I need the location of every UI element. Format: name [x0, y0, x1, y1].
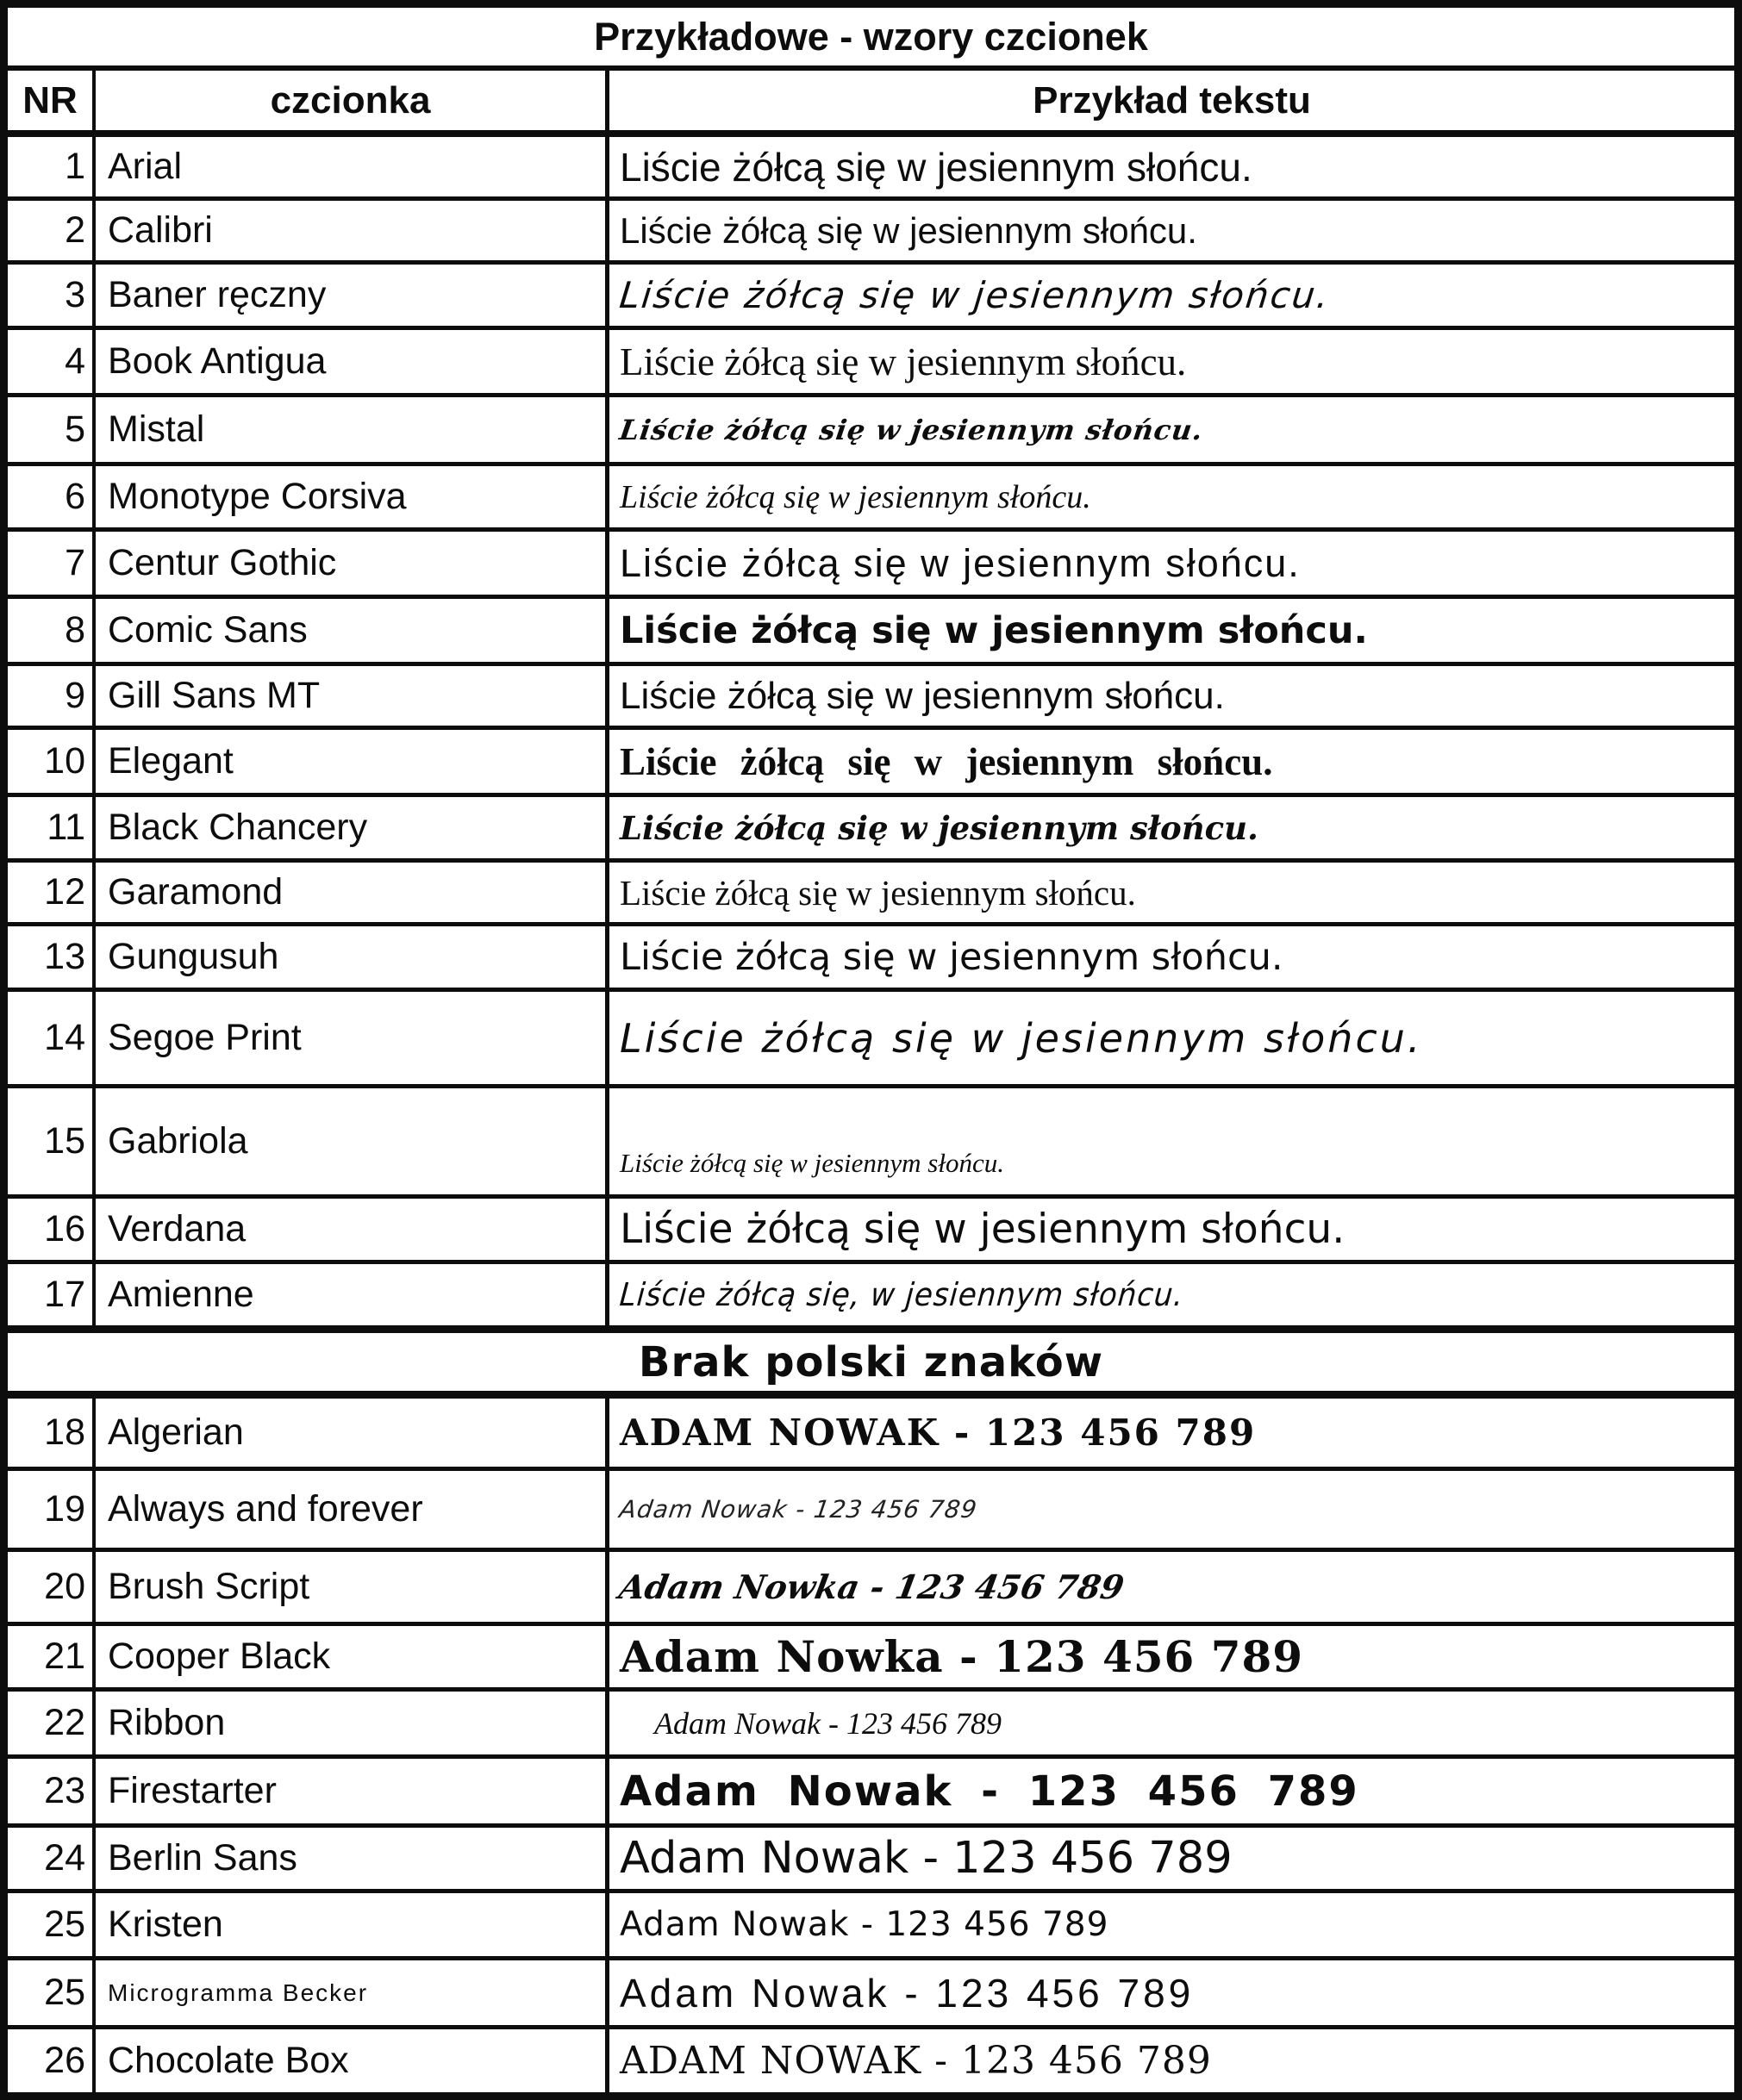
font-name-cell	[96, 532, 609, 595]
column-header-font-label: czcionka	[270, 78, 431, 122]
font-name: Monotype Corsiva	[108, 476, 407, 517]
font-row	[8, 1199, 1734, 1264]
font-name: Comic Sans	[108, 609, 308, 651]
row-number: 3	[65, 274, 85, 315]
row-number: 17	[44, 1274, 85, 1315]
row-number: 8	[65, 609, 85, 651]
row-number: 21	[44, 1636, 85, 1677]
font-name-cell	[96, 466, 609, 527]
font-row	[8, 201, 1734, 265]
font-row	[8, 1960, 1734, 2029]
sample-text: Adam Nowka - 123 456 789	[620, 1631, 1304, 1682]
font-name: Ribbon	[108, 1702, 226, 1743]
row-number-cell	[8, 1552, 96, 1622]
font-row	[8, 397, 1734, 466]
sample-text: Liście żółcą się w jesiennym słońcu.	[620, 935, 1283, 979]
section-header-row	[8, 1333, 1734, 1399]
sample-text-cell	[609, 1088, 1734, 1194]
row-number: 10	[44, 740, 85, 782]
sample-text: Adam Nowak - 123 456 789	[620, 1833, 1233, 1884]
row-number-cell	[8, 1088, 96, 1194]
font-row	[8, 1626, 1734, 1692]
font-row	[8, 1088, 1734, 1199]
font-name: Centur Gothic	[108, 542, 337, 583]
font-name-cell	[96, 397, 609, 462]
font-name: Berlin Sans	[108, 1837, 297, 1879]
font-row	[8, 466, 1734, 532]
font-rows-section-polish	[8, 137, 1734, 1333]
sample-text: Liście żółcą się w jesiennym słońcu.	[620, 872, 1136, 913]
sample-text-cell	[609, 1199, 1734, 1260]
font-row	[8, 1692, 1734, 1759]
font-name: Algerian	[108, 1411, 244, 1453]
row-number-cell	[8, 265, 96, 326]
row-number-cell	[8, 397, 96, 462]
sample-text: Liście żółcą się w jesiennym słońcu.	[620, 209, 1197, 251]
sample-text: ADAM NOWAK - 123 456 789	[620, 1411, 1257, 1454]
font-row	[8, 1828, 1734, 1893]
sample-text: Liście żółcą się w jesiennym słońcu.	[620, 808, 1258, 847]
sample-text-cell	[609, 863, 1734, 922]
row-number: 16	[44, 1208, 85, 1249]
sample-text-cell	[609, 201, 1734, 260]
font-name: Firestarter	[108, 1770, 277, 1811]
sample-text-cell	[609, 1828, 1734, 1889]
font-row	[8, 2029, 1734, 2092]
sample-text-cell	[609, 797, 1734, 858]
font-name-cell	[96, 992, 609, 1084]
sample-text-cell	[609, 1552, 1734, 1622]
font-name: Segoe Print	[108, 1017, 302, 1058]
font-row	[8, 1264, 1734, 1333]
font-name-cell	[96, 265, 609, 326]
row-number: 12	[44, 871, 85, 913]
font-row	[8, 1759, 1734, 1828]
font-name-cell	[96, 1759, 609, 1823]
row-number-cell	[8, 730, 96, 793]
row-number-cell	[8, 1264, 96, 1325]
font-name: Brush Script	[108, 1566, 310, 1607]
row-number-cell	[8, 137, 96, 196]
section-header-title: Brak polski znaków	[638, 1337, 1104, 1386]
column-header-sample	[609, 71, 1734, 130]
sample-text-cell	[609, 265, 1734, 326]
sample-text-cell	[609, 730, 1734, 793]
font-name: Gabriola	[108, 1120, 248, 1162]
font-name-cell	[96, 330, 609, 393]
sample-text: Liście żółcą się w jesiennym słońcu.	[620, 739, 1273, 783]
sample-text: Liście żółcą się w jesiennym słońcu.	[620, 608, 1368, 652]
font-row	[8, 599, 1734, 666]
font-name-cell	[96, 599, 609, 662]
sample-text: Liście żółcą się w jesiennym słońcu.	[617, 413, 1206, 446]
row-number-cell	[8, 201, 96, 260]
row-number-cell	[8, 926, 96, 988]
sample-text-cell	[609, 466, 1734, 527]
row-number: 26	[44, 2040, 85, 2081]
font-row	[8, 992, 1734, 1088]
font-row	[8, 1893, 1734, 1960]
sample-text: Liście żółcą się, w jesiennym słońcu.	[618, 1276, 1185, 1313]
row-number: 19	[44, 1488, 85, 1530]
font-name-cell	[96, 1960, 609, 2025]
font-name: Black Chancery	[108, 807, 368, 848]
row-number: 25	[44, 1904, 85, 1945]
font-name: Mistal	[108, 408, 205, 450]
sample-text-cell	[609, 1759, 1734, 1823]
font-name-cell	[96, 1399, 609, 1467]
row-number-cell	[8, 330, 96, 393]
sample-text: ADAM NOWAK - 123 456 789	[620, 2039, 1212, 2083]
sample-text-cell	[609, 992, 1734, 1084]
font-name-cell	[96, 797, 609, 858]
sample-text: Liście żółcą się w jesiennym słońcu.	[620, 340, 1187, 383]
row-number: 18	[44, 1411, 85, 1453]
row-number-cell	[8, 466, 96, 527]
row-number: 20	[44, 1566, 85, 1607]
font-name-cell	[96, 1199, 609, 1260]
row-number: 11	[47, 807, 85, 848]
font-row	[8, 532, 1734, 599]
font-row	[8, 1399, 1734, 1471]
column-header-nr	[8, 71, 96, 130]
row-number-cell	[8, 1399, 96, 1467]
sample-text-cell	[609, 532, 1734, 595]
font-name: Always and forever	[108, 1488, 423, 1530]
font-row	[8, 265, 1734, 330]
row-number-cell	[8, 2029, 96, 2092]
sample-text-cell	[609, 1471, 1734, 1548]
font-name-cell	[96, 666, 609, 726]
row-number: 25	[44, 1972, 85, 2013]
row-number: 22	[44, 1702, 85, 1743]
row-number-cell	[8, 1199, 96, 1260]
row-number: 2	[65, 209, 85, 251]
sample-text-cell	[609, 1399, 1734, 1467]
row-number-cell	[8, 666, 96, 726]
column-header-row	[8, 71, 1734, 137]
sample-text-cell	[609, 1626, 1734, 1687]
font-name-cell	[96, 137, 609, 196]
sample-text-cell	[609, 1692, 1734, 1754]
row-number: 6	[65, 476, 85, 517]
font-name-cell	[96, 201, 609, 260]
font-row	[8, 730, 1734, 797]
font-row	[8, 1552, 1734, 1626]
column-header-nr-label: NR	[22, 78, 78, 122]
font-row	[8, 863, 1734, 926]
font-name: Baner ręczny	[108, 274, 327, 315]
row-number: 5	[65, 408, 85, 450]
row-number-cell	[8, 1828, 96, 1889]
font-row	[8, 1471, 1734, 1552]
font-row	[8, 330, 1734, 397]
sample-text-cell	[609, 1893, 1734, 1956]
font-name: Chocolate Box	[108, 2040, 349, 2081]
sample-text: Liście żółcą się w jesiennym słońcu.	[620, 1206, 1346, 1253]
font-name: Kristen	[108, 1904, 223, 1945]
font-name-cell	[96, 1828, 609, 1889]
row-number-cell	[8, 532, 96, 595]
row-number-cell	[8, 1471, 96, 1548]
font-name: Amienne	[108, 1274, 254, 1315]
sample-text-cell	[609, 397, 1734, 462]
table-title-row	[8, 8, 1734, 71]
row-number: 15	[44, 1120, 85, 1162]
font-row	[8, 926, 1734, 992]
font-row	[8, 137, 1734, 201]
row-number: 9	[65, 675, 85, 716]
font-name: Verdana	[108, 1208, 247, 1249]
sample-text: Liście żółcą się w jesiennym słońcu.	[617, 274, 1333, 316]
font-name: Book Antigua	[108, 340, 327, 382]
sample-text: Liście żółcą się w jesiennym słońcu.	[620, 1148, 1004, 1178]
sample-text-cell	[609, 137, 1734, 196]
font-name-cell	[96, 2029, 609, 2092]
font-name: Elegant	[108, 740, 234, 782]
row-number: 7	[65, 542, 85, 583]
font-name-cell	[96, 1626, 609, 1687]
row-number: 13	[44, 936, 85, 977]
row-number: 1	[65, 146, 85, 187]
sample-text: Adam Nowak - 123 456 789	[620, 1767, 1359, 1816]
font-rows-section-no-polish	[8, 1399, 1734, 2092]
row-number-cell	[8, 1692, 96, 1754]
sample-text: Adam Nowak - 123 456 789	[620, 1905, 1109, 1944]
font-name: Gungusuh	[108, 936, 279, 977]
sample-text-cell	[609, 2029, 1734, 2092]
sample-text: Liście żółcą się w jesiennym słońcu.	[620, 478, 1091, 515]
sample-text-cell	[609, 1960, 1734, 2025]
page-title: Przykładowe - wzory czcionek	[594, 14, 1148, 59]
column-header-sample-label: Przykład tekstu	[1033, 78, 1311, 122]
font-name-cell	[96, 863, 609, 922]
row-number-cell	[8, 1759, 96, 1823]
font-name-cell	[96, 1692, 609, 1754]
sample-text-cell	[609, 926, 1734, 988]
font-name: Arial	[108, 146, 183, 187]
sample-text: Liście żółcą się w jesiennym słońcu.	[620, 540, 1301, 585]
row-number-cell	[8, 1960, 96, 2025]
sample-text-cell	[609, 599, 1734, 662]
row-number: 24	[44, 1837, 85, 1879]
font-row	[8, 666, 1734, 730]
font-name-cell	[96, 1552, 609, 1622]
font-name-cell	[96, 730, 609, 793]
font-name: Calibri	[108, 209, 213, 251]
column-header-font	[96, 71, 609, 130]
font-row	[8, 797, 1734, 863]
font-name: Garamond	[108, 871, 284, 913]
row-number-cell	[8, 599, 96, 662]
sample-text-cell	[609, 330, 1734, 393]
sample-text: Adam Nowak - 123 456 789	[617, 1495, 979, 1524]
font-name-cell	[96, 1088, 609, 1194]
row-number-cell	[8, 863, 96, 922]
sample-text-cell	[609, 1264, 1734, 1325]
row-number-cell	[8, 992, 96, 1084]
font-name-cell	[96, 1893, 609, 1956]
row-number: 23	[44, 1770, 85, 1811]
sample-text: Adam Nowka - 123 456 789	[616, 1567, 1127, 1606]
sample-text: Liście żółcą się w jesiennym słońcu.	[620, 674, 1225, 717]
font-name: Gill Sans MT	[108, 675, 321, 716]
sample-text: Liście żółcą się w jesiennym słońcu.	[620, 1014, 1423, 1062]
sample-text: Liście żółcą się w jesiennym słońcu.	[620, 144, 1252, 190]
font-name-cell	[96, 1471, 609, 1548]
row-number: 4	[65, 340, 85, 382]
row-number-cell	[8, 1893, 96, 1956]
font-name-cell	[96, 926, 609, 988]
row-number: 14	[44, 1017, 85, 1058]
font-name: Cooper Black	[108, 1636, 331, 1677]
row-number-cell	[8, 797, 96, 858]
sample-text-cell	[609, 666, 1734, 726]
font-name: Microgramma Becker	[108, 1978, 369, 2006]
font-name-cell	[96, 1264, 609, 1325]
row-number-cell	[8, 1626, 96, 1687]
sample-text: Adam Nowak - 123 456 789	[654, 1705, 1002, 1741]
sample-text: Adam Nowak - 123 456 789	[620, 1970, 1195, 2016]
